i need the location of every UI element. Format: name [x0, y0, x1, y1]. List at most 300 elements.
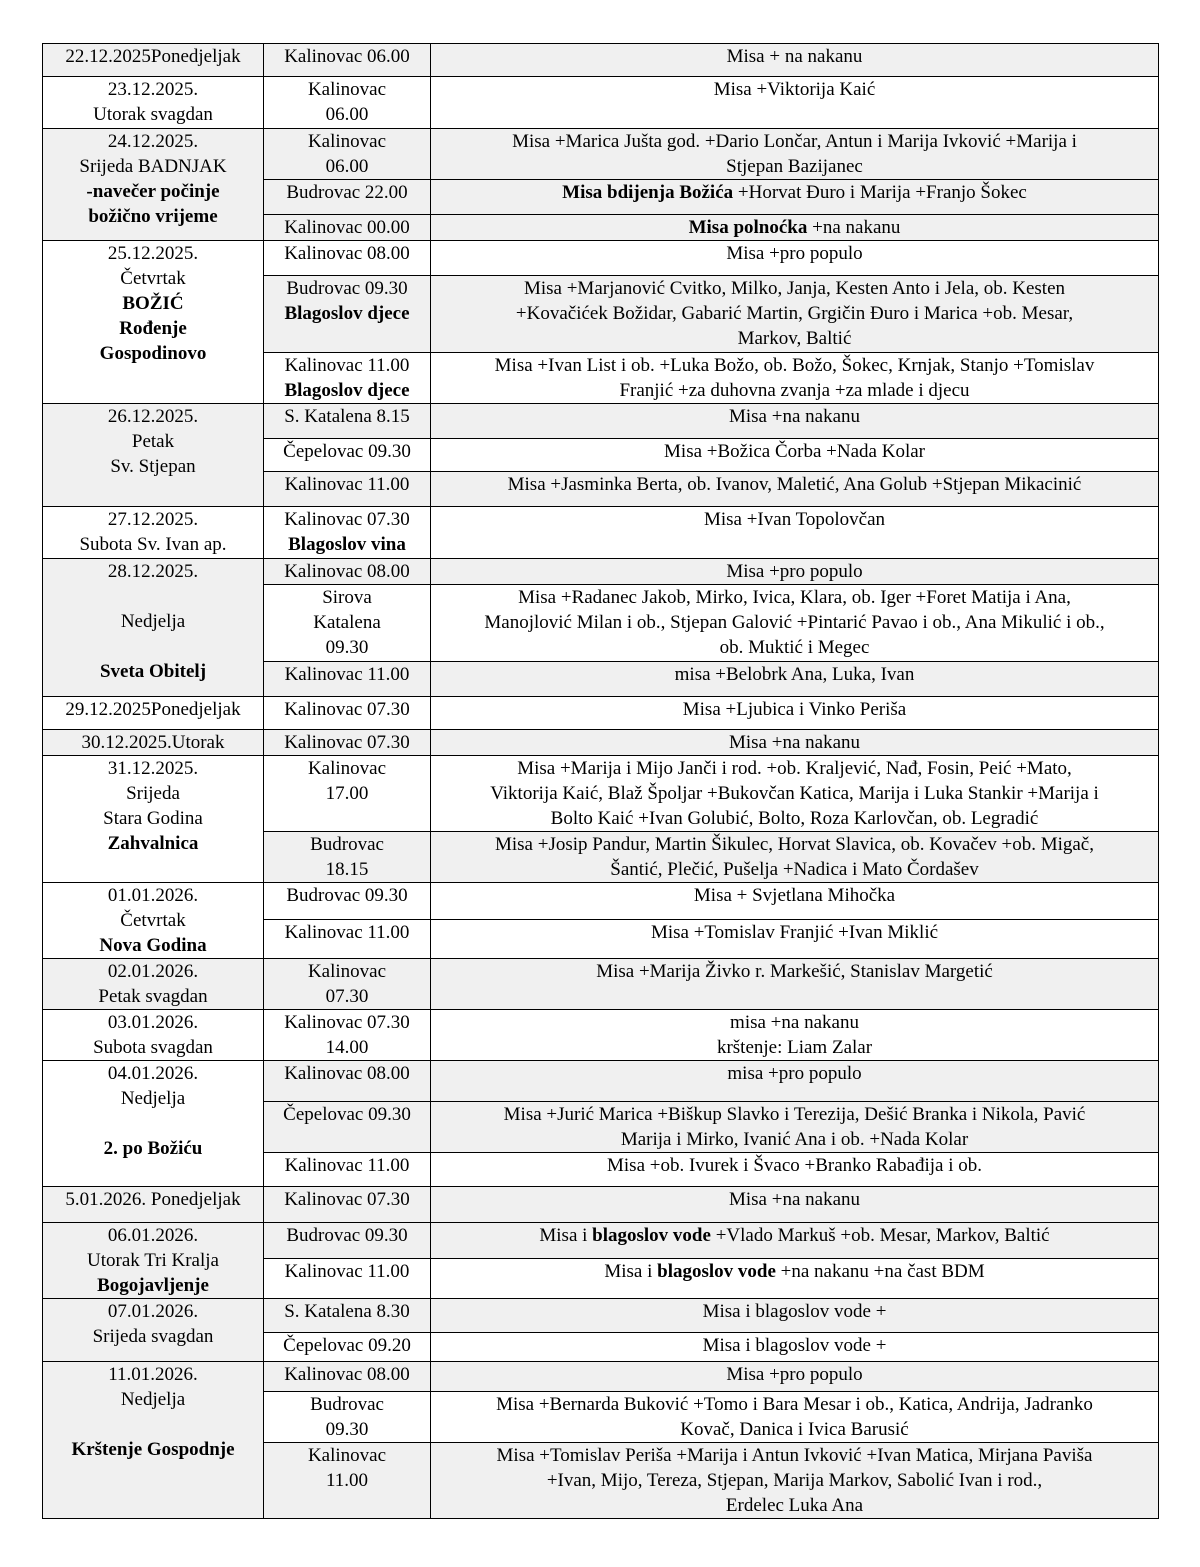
- place-time-cell: [264, 756, 431, 832]
- intention-line: [437, 129, 1152, 154]
- date-cell: [43, 507, 264, 559]
- date-line: Četvrtak: [120, 910, 186, 931]
- intention-line: [437, 1061, 1152, 1086]
- table-row: [43, 559, 1159, 585]
- intention-line: [437, 1333, 1152, 1358]
- intention-text: Misa +Tomislav Franjić +Ivan Miklić: [650, 922, 939, 944]
- place-time-cell: [264, 44, 431, 77]
- date-line: Nova Godina: [99, 935, 207, 956]
- intention-line: [437, 378, 1152, 403]
- intention-text: Misa +na nakanu: [728, 732, 860, 753]
- intention-text: Misa +pro populo: [726, 1364, 863, 1385]
- place-line: Budrovac 09.30: [286, 1225, 408, 1246]
- place-time-cell: [264, 585, 431, 662]
- place-time-cell: [264, 180, 431, 215]
- place-line: Kalinovac 08.00: [284, 1364, 410, 1385]
- blank-line: [47, 1111, 259, 1136]
- mass-schedule-table: [42, 43, 1159, 1519]
- intention-text: Misa +Tomislav Periša +Marija i Antun Ivković +Ivan Matica, Mirjana Paviša: [496, 1445, 1093, 1466]
- intention-text: +Kovačićek Božidar, Gabarić Martin, Grgičin Đuro i Marica +ob. Mesar,: [515, 303, 1074, 324]
- intention-cell: [431, 472, 1159, 507]
- intention-line: [437, 1010, 1152, 1035]
- intention-cell: [431, 129, 1159, 180]
- intention-text: Bolto Kaić +Ivan Golubić, Bolto, Roza Karlovčan, ob. Legradić: [550, 808, 1039, 829]
- date-cell: [43, 1362, 264, 1519]
- date-cell: [43, 883, 264, 959]
- intention-line: [437, 1392, 1152, 1417]
- intention-line: [437, 920, 1152, 945]
- place-time-cell: [264, 1102, 431, 1153]
- place-line: Katalena: [313, 612, 381, 633]
- place-time-cell: [264, 1362, 431, 1392]
- intention-text: Misa + Svjetlana Mihočka: [693, 885, 896, 906]
- date-cell: [43, 1187, 264, 1223]
- place-line: Kalinovac 11.00: [284, 355, 410, 376]
- intention-text: Misa +pro populo: [726, 243, 863, 264]
- intention-cell: [431, 1010, 1159, 1061]
- date-cell: [43, 1010, 264, 1061]
- place-line: Blagoslov djece: [284, 303, 410, 324]
- date-line: Rođenje: [119, 318, 187, 339]
- table-row: [43, 241, 1159, 276]
- intention-text: Misa +na nakanu: [728, 1189, 860, 1210]
- date-line: božično vrijeme: [88, 206, 218, 227]
- place-line: Čepelovac 09.30: [283, 441, 411, 462]
- place-time-cell: [264, 697, 431, 730]
- intention-bold-text: Misa polnoćka: [688, 217, 808, 238]
- intention-cell: [431, 1362, 1159, 1392]
- intention-text: Misa +pro populo: [726, 561, 863, 582]
- intention-cell: [431, 507, 1159, 559]
- intention-text: Misa +Ljubica i Vinko Periša: [682, 699, 907, 720]
- place-time-cell: [264, 404, 431, 439]
- date-line: 04.01.2026.: [107, 1063, 199, 1084]
- place-line: 17.00: [325, 783, 369, 804]
- date-line: 28.12.2025.: [107, 561, 199, 582]
- intention-text: Misa +Marija Živko r. Markešić, Stanislav Margetić: [596, 961, 993, 982]
- place-time-cell: [264, 1061, 431, 1102]
- date-line: Četvrtak: [120, 268, 186, 289]
- table-row: [43, 1187, 1159, 1223]
- date-line: Nedjelja: [120, 1389, 186, 1410]
- intention-cell: [431, 1259, 1159, 1299]
- intention-text: +Horvat Đuro i Marija +Franjo Šokec: [733, 182, 1027, 203]
- date-line: Subota Sv. Ivan ap.: [79, 534, 227, 555]
- intention-text: ob. Muktić i Megec: [719, 637, 870, 658]
- intention-text: +na nakanu: [807, 217, 901, 238]
- intention-line: [437, 662, 1152, 687]
- intention-line: [437, 1127, 1152, 1152]
- date-line: 07.01.2026.: [107, 1301, 199, 1322]
- place-line: Budrovac 09.30: [286, 278, 408, 299]
- place-line: Kalinovac 07.30: [284, 732, 410, 753]
- intention-line: [437, 730, 1152, 755]
- date-cell: [43, 129, 264, 241]
- place-time-cell: [264, 1259, 431, 1299]
- place-line: Kalinovac 07.30: [284, 699, 410, 720]
- place-line: Kalinovac 07.30: [284, 1189, 410, 1210]
- date-line: Srijeda svagdan: [92, 1326, 214, 1347]
- place-time-cell: [264, 1153, 431, 1187]
- intention-line: [437, 439, 1152, 464]
- date-line: 31.12.2025.: [107, 758, 199, 779]
- intention-text: Marija i Mirko, Ivanić Ana i ob. +Nada Kolar: [620, 1129, 969, 1150]
- place-line: Kalinovac: [307, 961, 387, 982]
- date-cell: [43, 1299, 264, 1362]
- intention-text: Markov, Baltić: [737, 328, 852, 349]
- date-line: 06.01.2026.: [107, 1225, 199, 1246]
- date-line: Nedjelja: [120, 611, 186, 632]
- intention-text: Misa +ob. Ivurek i Švaco +Branko Rabađija i ob.: [607, 1155, 982, 1176]
- intention-bold-text: blagoslov vode: [592, 1225, 711, 1246]
- place-line: Budrovac 09.30: [286, 885, 408, 906]
- intention-text: Misa +na nakanu: [728, 406, 860, 427]
- place-line: S. Katalena 8.30: [284, 1301, 410, 1322]
- intention-cell: [431, 215, 1159, 241]
- date-cell: [43, 1061, 264, 1187]
- blank-line: [47, 584, 259, 609]
- place-time-cell: [264, 1333, 431, 1362]
- intention-text: +Ivan, Mijo, Tereza, Stjepan, Marija Markov, Sabolić Ivan i rod.,: [546, 1470, 1043, 1491]
- place-line: 07.30: [325, 986, 369, 1007]
- date-line: 25.12.2025.: [107, 243, 199, 264]
- table-row: [43, 1299, 1159, 1333]
- intention-line: [437, 1417, 1152, 1442]
- date-line: Bogojavljenje: [97, 1275, 209, 1296]
- place-line: 09.30: [325, 1419, 369, 1440]
- place-time-cell: [264, 832, 431, 883]
- intention-line: [437, 1493, 1152, 1518]
- place-time-cell: [264, 1392, 431, 1443]
- intention-text: Misa +Jasminka Berta, ob. Ivanov, Maletić, Ana Golub +Stjepan Mikacinić: [507, 474, 1082, 495]
- place-line: Kalinovac 11.00: [284, 664, 410, 685]
- intention-cell: [431, 959, 1159, 1010]
- place-time-cell: [264, 1299, 431, 1333]
- intention-line: [437, 806, 1152, 831]
- place-line: Blagoslov vina: [288, 534, 406, 555]
- date-cell: [43, 559, 264, 697]
- date-line: Sv. Stjepan: [110, 456, 196, 477]
- intention-cell: [431, 697, 1159, 730]
- place-line: Kalinovac 08.00: [284, 243, 410, 264]
- intention-cell: [431, 1443, 1159, 1519]
- place-line: 06.00: [325, 104, 369, 125]
- date-line: 22.12.2025Ponedjeljak: [65, 46, 241, 67]
- place-time-cell: [264, 353, 431, 404]
- intention-cell: [431, 44, 1159, 77]
- table-row: [43, 77, 1159, 129]
- place-time-cell: [264, 472, 431, 507]
- table-row: [43, 1362, 1159, 1392]
- intention-line: [437, 301, 1152, 326]
- intention-text: Misa +Josip Pandur, Martin Šikulec, Horvat Slavica, ob. Kovačev +ob. Migač,: [494, 834, 1094, 855]
- intention-line: [437, 959, 1152, 984]
- intention-text: Misa i: [539, 1225, 593, 1246]
- intention-line: [437, 1362, 1152, 1387]
- place-time-cell: [264, 241, 431, 276]
- intention-cell: [431, 832, 1159, 883]
- intention-line: [437, 610, 1152, 635]
- intention-line: [437, 635, 1152, 660]
- intention-line: [437, 353, 1152, 378]
- date-line: Sveta Obitelj: [99, 661, 207, 682]
- intention-text: Misa +Marija i Mijo Janči i rod. +ob. Kraljević, Nađ, Fosin, Peić +Mato,: [517, 758, 1072, 779]
- intention-text: Misa +Viktorija Kaić: [713, 79, 876, 100]
- place-line: Budrovac: [310, 834, 384, 855]
- place-line: Kalinovac 11.00: [284, 1155, 410, 1176]
- intention-text: misa +Belobrk Ana, Luka, Ivan: [674, 664, 915, 685]
- intention-line: [437, 1187, 1152, 1212]
- intention-line: [437, 756, 1152, 781]
- place-line: Čepelovac 09.20: [283, 1335, 411, 1356]
- place-time-cell: [264, 276, 431, 353]
- place-line: Kalinovac 06.00: [284, 46, 410, 67]
- intention-text: Misa +Ivan List i ob. +Luka Božo, ob. Božo, Šokec, Krnjak, Stanjo +Tomislav: [494, 355, 1095, 376]
- table-row: [43, 697, 1159, 730]
- intention-line: [437, 1443, 1152, 1468]
- date-line: 5.01.2026. Ponedjeljak: [65, 1189, 241, 1210]
- intention-text: Kovač, Danica i Ivica Barusić: [680, 1419, 909, 1440]
- date-line: 02.01.2026.: [107, 961, 199, 982]
- place-line: Kalinovac 08.00: [284, 561, 410, 582]
- date-line: Zahvalnica: [107, 833, 199, 854]
- intention-text: Misa i blagoslov vode +: [702, 1335, 887, 1356]
- table-row: [43, 1010, 1159, 1061]
- place-line: Kalinovac 00.00: [284, 217, 410, 238]
- table-row: [43, 883, 1159, 920]
- intention-bold-text: blagoslov vode: [657, 1261, 776, 1283]
- intention-cell: [431, 730, 1159, 756]
- place-line: 18.15: [325, 859, 369, 880]
- place-time-cell: [264, 1187, 431, 1223]
- intention-cell: [431, 276, 1159, 353]
- date-line: Srijeda BADNJAK: [79, 156, 227, 177]
- intention-line: [437, 472, 1152, 497]
- intention-text: Misa i blagoslov vode +: [702, 1301, 887, 1322]
- place-line: Budrovac: [310, 1394, 384, 1415]
- intention-cell: [431, 404, 1159, 439]
- intention-line: [437, 832, 1152, 857]
- date-cell: [43, 730, 264, 756]
- date-cell: [43, 44, 264, 77]
- intention-cell: [431, 1061, 1159, 1102]
- place-time-cell: [264, 77, 431, 129]
- date-cell: [43, 959, 264, 1010]
- intention-cell: [431, 559, 1159, 585]
- table-row: [43, 730, 1159, 756]
- intention-cell: [431, 585, 1159, 662]
- intention-line: [437, 559, 1152, 584]
- schedule-body: [43, 44, 1159, 1519]
- date-line: 27.12.2025.: [107, 509, 199, 530]
- date-cell: [43, 756, 264, 883]
- intention-line: [437, 241, 1152, 266]
- intention-cell: [431, 1187, 1159, 1223]
- table-row: [43, 129, 1159, 180]
- place-time-cell: [264, 662, 431, 697]
- intention-cell: [431, 241, 1159, 276]
- place-line: Budrovac 22.00: [286, 182, 408, 203]
- place-time-cell: [264, 129, 431, 180]
- place-line: 06.00: [325, 156, 369, 177]
- date-line: 23.12.2025.: [107, 79, 199, 100]
- intention-text: Misa i: [604, 1261, 658, 1283]
- intention-text: Šantić, Plečić, Pušelja +Nadica i Mato Čordašev: [610, 859, 979, 880]
- intention-cell: [431, 353, 1159, 404]
- date-line: 01.01.2026.: [107, 885, 199, 906]
- intention-line: [437, 180, 1152, 205]
- date-cell: [43, 77, 264, 129]
- intention-text: Franjić +za duhovna zvanja +za mlade i djecu: [619, 380, 970, 401]
- date-line: -navečer počinje: [86, 181, 220, 202]
- intention-line: [437, 781, 1152, 806]
- date-line: Petak: [131, 431, 175, 452]
- place-line: Kalinovac 07.30: [284, 1012, 410, 1033]
- intention-cell: [431, 1223, 1159, 1259]
- intention-cell: [431, 1333, 1159, 1362]
- place-line: 09.30: [325, 637, 369, 658]
- table-row: [43, 756, 1159, 832]
- place-time-cell: [264, 1223, 431, 1259]
- place-time-cell: [264, 439, 431, 472]
- intention-cell: [431, 1153, 1159, 1187]
- place-line: Kalinovac 08.00: [284, 1063, 410, 1084]
- intention-text: krštenje: Liam Zalar: [716, 1037, 873, 1058]
- place-time-cell: [264, 883, 431, 920]
- date-line: Srijeda: [126, 783, 180, 804]
- place-time-cell: [264, 1010, 431, 1061]
- date-line: BOŽIĆ: [122, 293, 184, 314]
- place-time-cell: [264, 215, 431, 241]
- place-time-cell: [264, 507, 431, 559]
- intention-line: [437, 1102, 1152, 1127]
- place-line: Blagoslov djece: [284, 380, 410, 401]
- table-row: [43, 1061, 1159, 1102]
- blank-line: [47, 634, 259, 659]
- date-line: Nedjelja: [120, 1088, 186, 1109]
- intention-text: +na nakanu +na čast BDM: [775, 1261, 985, 1283]
- date-line: Utorak Tri Kralja: [87, 1250, 219, 1271]
- place-time-cell: [264, 730, 431, 756]
- intention-text: Misa +Radanec Jakob, Mirko, Ivica, Klara, ob. Iger +Foret Matija i Ana,: [518, 587, 1071, 608]
- place-time-cell: [264, 920, 431, 959]
- table-row: [43, 507, 1159, 559]
- blank-line: [47, 1412, 259, 1437]
- place-line: 14.00: [325, 1037, 369, 1058]
- date-line: 30.12.2025.Utorak: [81, 732, 225, 753]
- intention-line: [437, 154, 1152, 179]
- intention-text: Misa +Jurić Marica +Biškup Slavko i Terezija, Dešić Branka i Nikola, Pavić: [503, 1104, 1086, 1125]
- date-line: Petak svagdan: [98, 986, 208, 1007]
- intention-line: [437, 77, 1152, 102]
- date-line: 2. po Božiću: [103, 1138, 203, 1159]
- intention-cell: [431, 883, 1159, 920]
- intention-cell: [431, 1299, 1159, 1333]
- table-row: [43, 1223, 1159, 1259]
- intention-line: [437, 585, 1152, 610]
- intention-text: Misa + na nakanu: [726, 46, 863, 67]
- intention-cell: [431, 1102, 1159, 1153]
- intention-line: [437, 215, 1152, 240]
- date-line: Subota svagdan: [93, 1037, 213, 1058]
- intention-text: Misa +Bernarda Buković +Tomo i Bara Mesar i ob., Katica, Andrija, Jadranko: [496, 1394, 1093, 1415]
- intention-text: misa +pro populo: [727, 1063, 862, 1084]
- date-line: 26.12.2025.: [107, 406, 199, 427]
- intention-line: [437, 1468, 1152, 1493]
- place-line: Kalinovac: [307, 758, 387, 779]
- date-line: 29.12.2025Ponedjeljak: [65, 699, 241, 720]
- intention-line: [437, 1299, 1152, 1324]
- place-line: Čepelovac 09.30: [283, 1104, 411, 1125]
- place-line: Kalinovac: [307, 131, 387, 152]
- intention-cell: [431, 662, 1159, 697]
- intention-line: [437, 404, 1152, 429]
- intention-bold-text: Misa bdijenja Božića: [562, 182, 734, 203]
- date-line: 03.01.2026.: [107, 1012, 199, 1033]
- intention-line: [437, 44, 1152, 69]
- place-line: S. Katalena 8.15: [284, 406, 410, 427]
- place-line: Kalinovac 11.00: [284, 1261, 410, 1283]
- place-line: Kalinovac 11.00: [284, 474, 410, 495]
- date-line: Krštenje Gospodnje: [71, 1439, 235, 1460]
- intention-cell: [431, 1392, 1159, 1443]
- intention-text: Erdelec Luka Ana: [725, 1495, 864, 1516]
- intention-line: [437, 326, 1152, 351]
- intention-line: [437, 1153, 1152, 1178]
- intention-line: [437, 507, 1152, 532]
- intention-line: [437, 857, 1152, 882]
- intention-line: [437, 1035, 1152, 1060]
- date-cell: [43, 1223, 264, 1299]
- place-time-cell: [264, 1443, 431, 1519]
- intention-text: +Vlado Markuš +ob. Mesar, Markov, Baltić: [710, 1225, 1050, 1246]
- intention-cell: [431, 920, 1159, 959]
- date-line: 24.12.2025.: [107, 131, 199, 152]
- intention-cell: [431, 439, 1159, 472]
- place-line: Kalinovac 11.00: [284, 922, 410, 944]
- table-row: [43, 404, 1159, 439]
- table-row: [43, 44, 1159, 77]
- place-line: Kalinovac: [307, 79, 387, 100]
- date-line: Stara Godina: [103, 808, 203, 829]
- table-row: [43, 959, 1159, 1010]
- intention-text: Manojlović Milan i ob., Stjepan Galović +Pintarić Pavao i ob., Ana Mikulić i ob.,: [484, 612, 1105, 633]
- place-line: Kalinovac 07.30: [284, 509, 410, 530]
- intention-text: Misa +Marjanović Cvitko, Milko, Janja, Kesten Anto i Jela, ob. Kesten: [523, 278, 1066, 299]
- date-cell: [43, 404, 264, 507]
- date-cell: [43, 241, 264, 404]
- date-line: Utorak svagdan: [93, 104, 213, 125]
- date-line: 11.01.2026.: [108, 1364, 198, 1385]
- intention-line: [437, 276, 1152, 301]
- intention-text: Misa +Božica Čorba +Nada Kolar: [664, 441, 925, 462]
- intention-line: [437, 697, 1152, 722]
- place-time-cell: [264, 959, 431, 1010]
- intention-line: [437, 1223, 1152, 1248]
- place-line: 11.00: [325, 1470, 369, 1491]
- intention-text: Viktorija Kaić, Blaž Špoljar +Bukovčan Katica, Marija i Luka Stankir +Marija i: [490, 783, 1099, 804]
- intention-text: misa +na nakanu: [730, 1012, 859, 1033]
- place-line: Kalinovac: [307, 1445, 387, 1466]
- place-line: Sirova: [322, 587, 372, 608]
- date-line: Gospodinovo: [99, 343, 207, 364]
- intention-text: Misa +Ivan Topolovčan: [703, 509, 886, 530]
- place-time-cell: [264, 559, 431, 585]
- intention-text: Stjepan Bazijanec: [726, 156, 863, 177]
- intention-cell: [431, 180, 1159, 215]
- intention-line: [437, 883, 1152, 908]
- intention-cell: [431, 756, 1159, 832]
